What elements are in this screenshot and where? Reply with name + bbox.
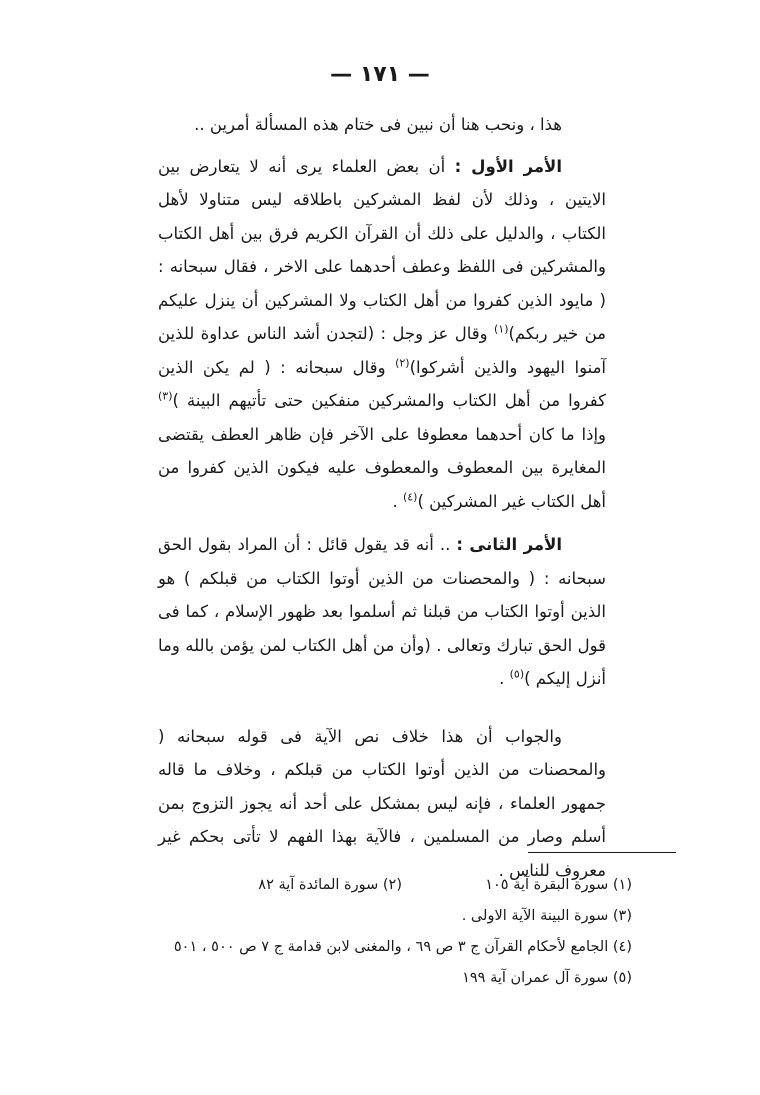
first-matter-text-d: وإذا ما كان أحدهما معطوفا على الآخر فإن ظاهر العطف يقتضى المغايرة بين المعطوف والمعطوف عليه فيكون الذين كفروا من أهل الكتاب غير المشركين ) (158, 424, 606, 511)
footnote-1: (١) سورة البقرة آية ١٠٥ (485, 877, 632, 893)
footnote-2: (٢) سورة المائدة آية ٨٢ (258, 877, 402, 893)
body-text (158, 108, 606, 887)
footnote-ref-1: (١) (493, 322, 509, 336)
second-matter-text-a: .. أنه قد يقول قائل : أن المراد بقول الحق سبحانه : ( والمحصنات من الذين أوتوا الكتاب من قبلكم ) هو الذين أوتوا الكتاب من قبلنا ثم أسلموا بعد ظهور الإسلام ، كما فى قول الحق تبارك وتعالى . (وأن من أهل الكتاب لمن يؤمن بالله وما أنزل إليكم ) (158, 535, 606, 688)
footnote-ref-4: (٤) (402, 490, 418, 503)
first-matter-paragraph (158, 150, 606, 519)
second-matter-text-b: . (499, 669, 505, 688)
second-matter-heading: الأمر الثانى : (456, 535, 563, 554)
answer-paragraph: والجواب أن هذا خلاف نص الآية فى قوله سبحانه ( والمحصنات من الذين أوتوا الكتاب من قبلكم ، وخلاف ما قاله جمهور العلماء ، فإنه ليس بمشكل على أحد أنه يجوز التزوج بمن أسلم وصار من المسلمين ، فالآية بهذا الفهم لا تأتى بحكم غير معروف للناس . (158, 726, 606, 880)
intro-paragraph: هذا ، ونحب هنا أن نبين فى ختام هذه المسألة أمرين .. (194, 115, 562, 134)
footnote-row (148, 870, 632, 901)
second-matter-paragraph (158, 528, 606, 696)
footnote-3: (٣) سورة البينة الآية الاولى . (461, 908, 632, 924)
first-matter-text-b: وقال عز وجل : (لتجدن أشد الناس عداوة للذين آمنوا اليهود والذين أشركوا) (158, 324, 606, 377)
footnote-divider (528, 852, 676, 853)
first-matter-text-e: . (392, 491, 398, 511)
page-number: — ١٧١ — (330, 62, 430, 87)
footnote-4: (٤) الجامع لأحكام القرآن ج ٣ ص ٦٩ ، والمغنى لابن قدامة ج ٧ ص ٥٠٠ ، ٥٠١ (173, 939, 632, 955)
footnotes (148, 870, 632, 994)
first-matter-text-a: أن بعض العلماء يرى أنه لا يتعارض بين الايتين ، وذلك لأن لفظ المشركين باطلاقه ليس متناولا لأهل الكتاب ، والدليل على ذلك أن القرآن الكريم فرق بين أهل الكتاب والمشركين فى اللفظ وعطف أحدهما على الاخر ، فقال سبحانه : ( مايود الذين كفروا من أهل الكتاب ولا المشركين أن ينزل عليكم من خير ربكم) (158, 156, 606, 343)
first-matter-heading: الأمر الأول : (454, 156, 562, 176)
footnote-ref-5: (٥) (509, 667, 525, 681)
footnote-ref-2: (٢) (395, 356, 410, 369)
footnote-ref-3: (٣) (158, 389, 173, 403)
footnote-5: (٥) سورة آل عمران آية ١٩٩ (462, 970, 632, 986)
first-matter-text-c: وقال سبحانه : ( لم يكن الذين كفروا من أهل الكتاب والمشركين منفكين حتى تأتيهم البينة ) (158, 357, 606, 410)
